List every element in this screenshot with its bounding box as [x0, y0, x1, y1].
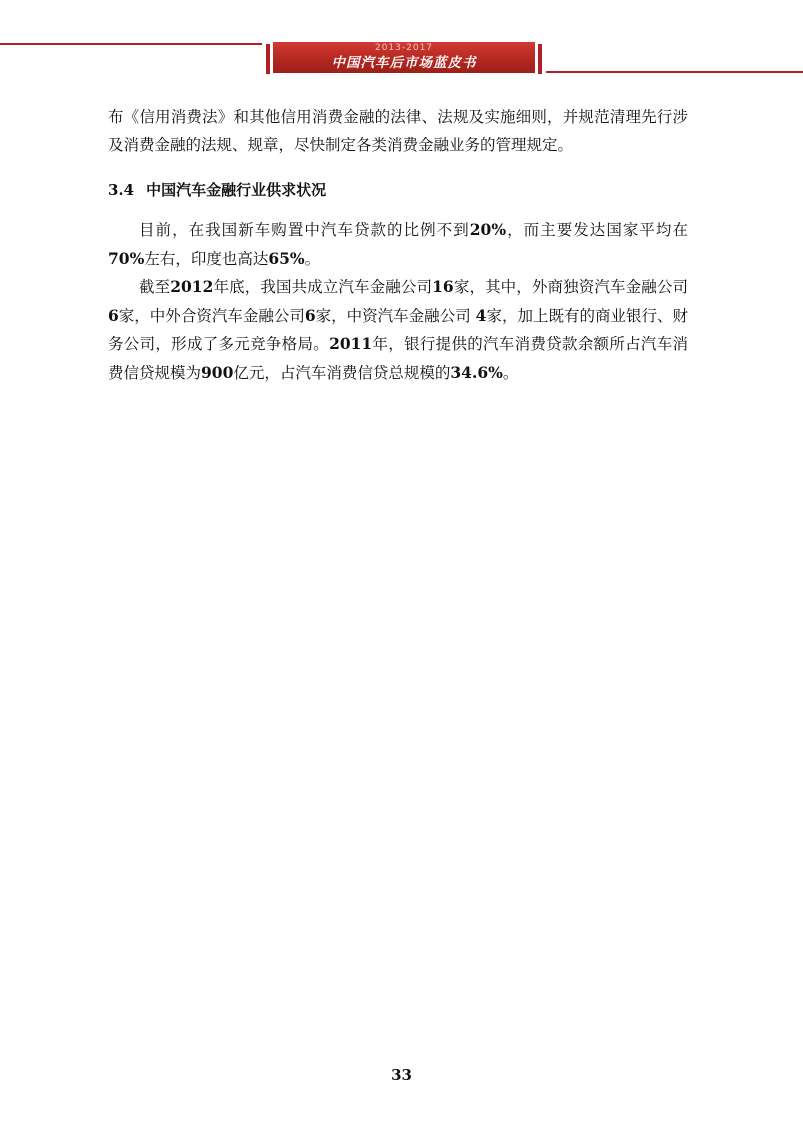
text-span: 年底，我国共成立汽车金融公司	[213, 278, 433, 296]
value-loan-balance: 900	[201, 362, 234, 382]
value-loan-share: 34.6%	[450, 362, 503, 382]
value-loan-ratio-developed: 70%	[108, 248, 145, 268]
header-post-right	[538, 44, 542, 74]
text-span: 左右，印度也高达	[144, 249, 269, 268]
value-loan-ratio-india: 65%	[268, 248, 305, 268]
text-span: 。	[502, 363, 519, 382]
text-span: 家，中资汽车金融公司	[315, 306, 476, 325]
section-heading	[108, 176, 688, 204]
text-span: 。	[304, 249, 321, 268]
page-number: 33	[391, 1066, 412, 1084]
text-span: 家，加上既有的商业银行、财务公司，形成了多元竞争格局。	[108, 306, 688, 353]
text-span: 截至	[139, 278, 171, 296]
paragraph-finance-companies	[108, 273, 688, 387]
value-foreign-owned: 6	[108, 305, 119, 325]
value-total-companies: 16	[432, 277, 454, 296]
header-title: 中国汽车后市场蓝皮书	[331, 55, 477, 71]
value-joint-venture: 6	[304, 305, 316, 325]
value-domestic: 4	[475, 305, 487, 325]
value-loan-ratio-china: 20%	[469, 220, 507, 239]
section-title: 中国汽车金融行业供求状况	[146, 181, 327, 199]
paragraph-consumer-credit-law: 布《信用消费法》和其他信用消费金融的法律、法规及实施细则，并规范清理先行涉及消费金融的法规、规章，尽快制定各类消费金融业务的管理规定。	[108, 108, 688, 154]
paragraph-loan-ratio	[108, 216, 688, 273]
text-span: 亿元，占汽车消费信贷总规模的	[233, 363, 451, 382]
value-year-2012: 2012	[170, 277, 214, 296]
header-rule-left	[0, 43, 262, 45]
text-span: 年，银行提供的汽车消费贷款余额所占汽车消费信贷规模为	[108, 335, 688, 382]
text-span: 家，其中，外商独资汽车金融公司	[453, 278, 688, 296]
header-banner	[273, 42, 535, 73]
page-content	[108, 104, 688, 387]
header-years: 2013-2017	[374, 43, 434, 53]
text-span: 家，中外合资汽车金融公司	[118, 306, 305, 325]
section-number: 3.4	[108, 181, 135, 199]
text-span: ，而主要发达国家平均在	[506, 221, 688, 239]
text-span: 目前，在我国新车购置中汽车贷款的比例不到	[139, 221, 470, 239]
header-post-left	[266, 44, 270, 74]
value-year-2011: 2011	[329, 334, 373, 353]
header-rule-right	[546, 71, 803, 73]
page-header	[0, 0, 803, 80]
